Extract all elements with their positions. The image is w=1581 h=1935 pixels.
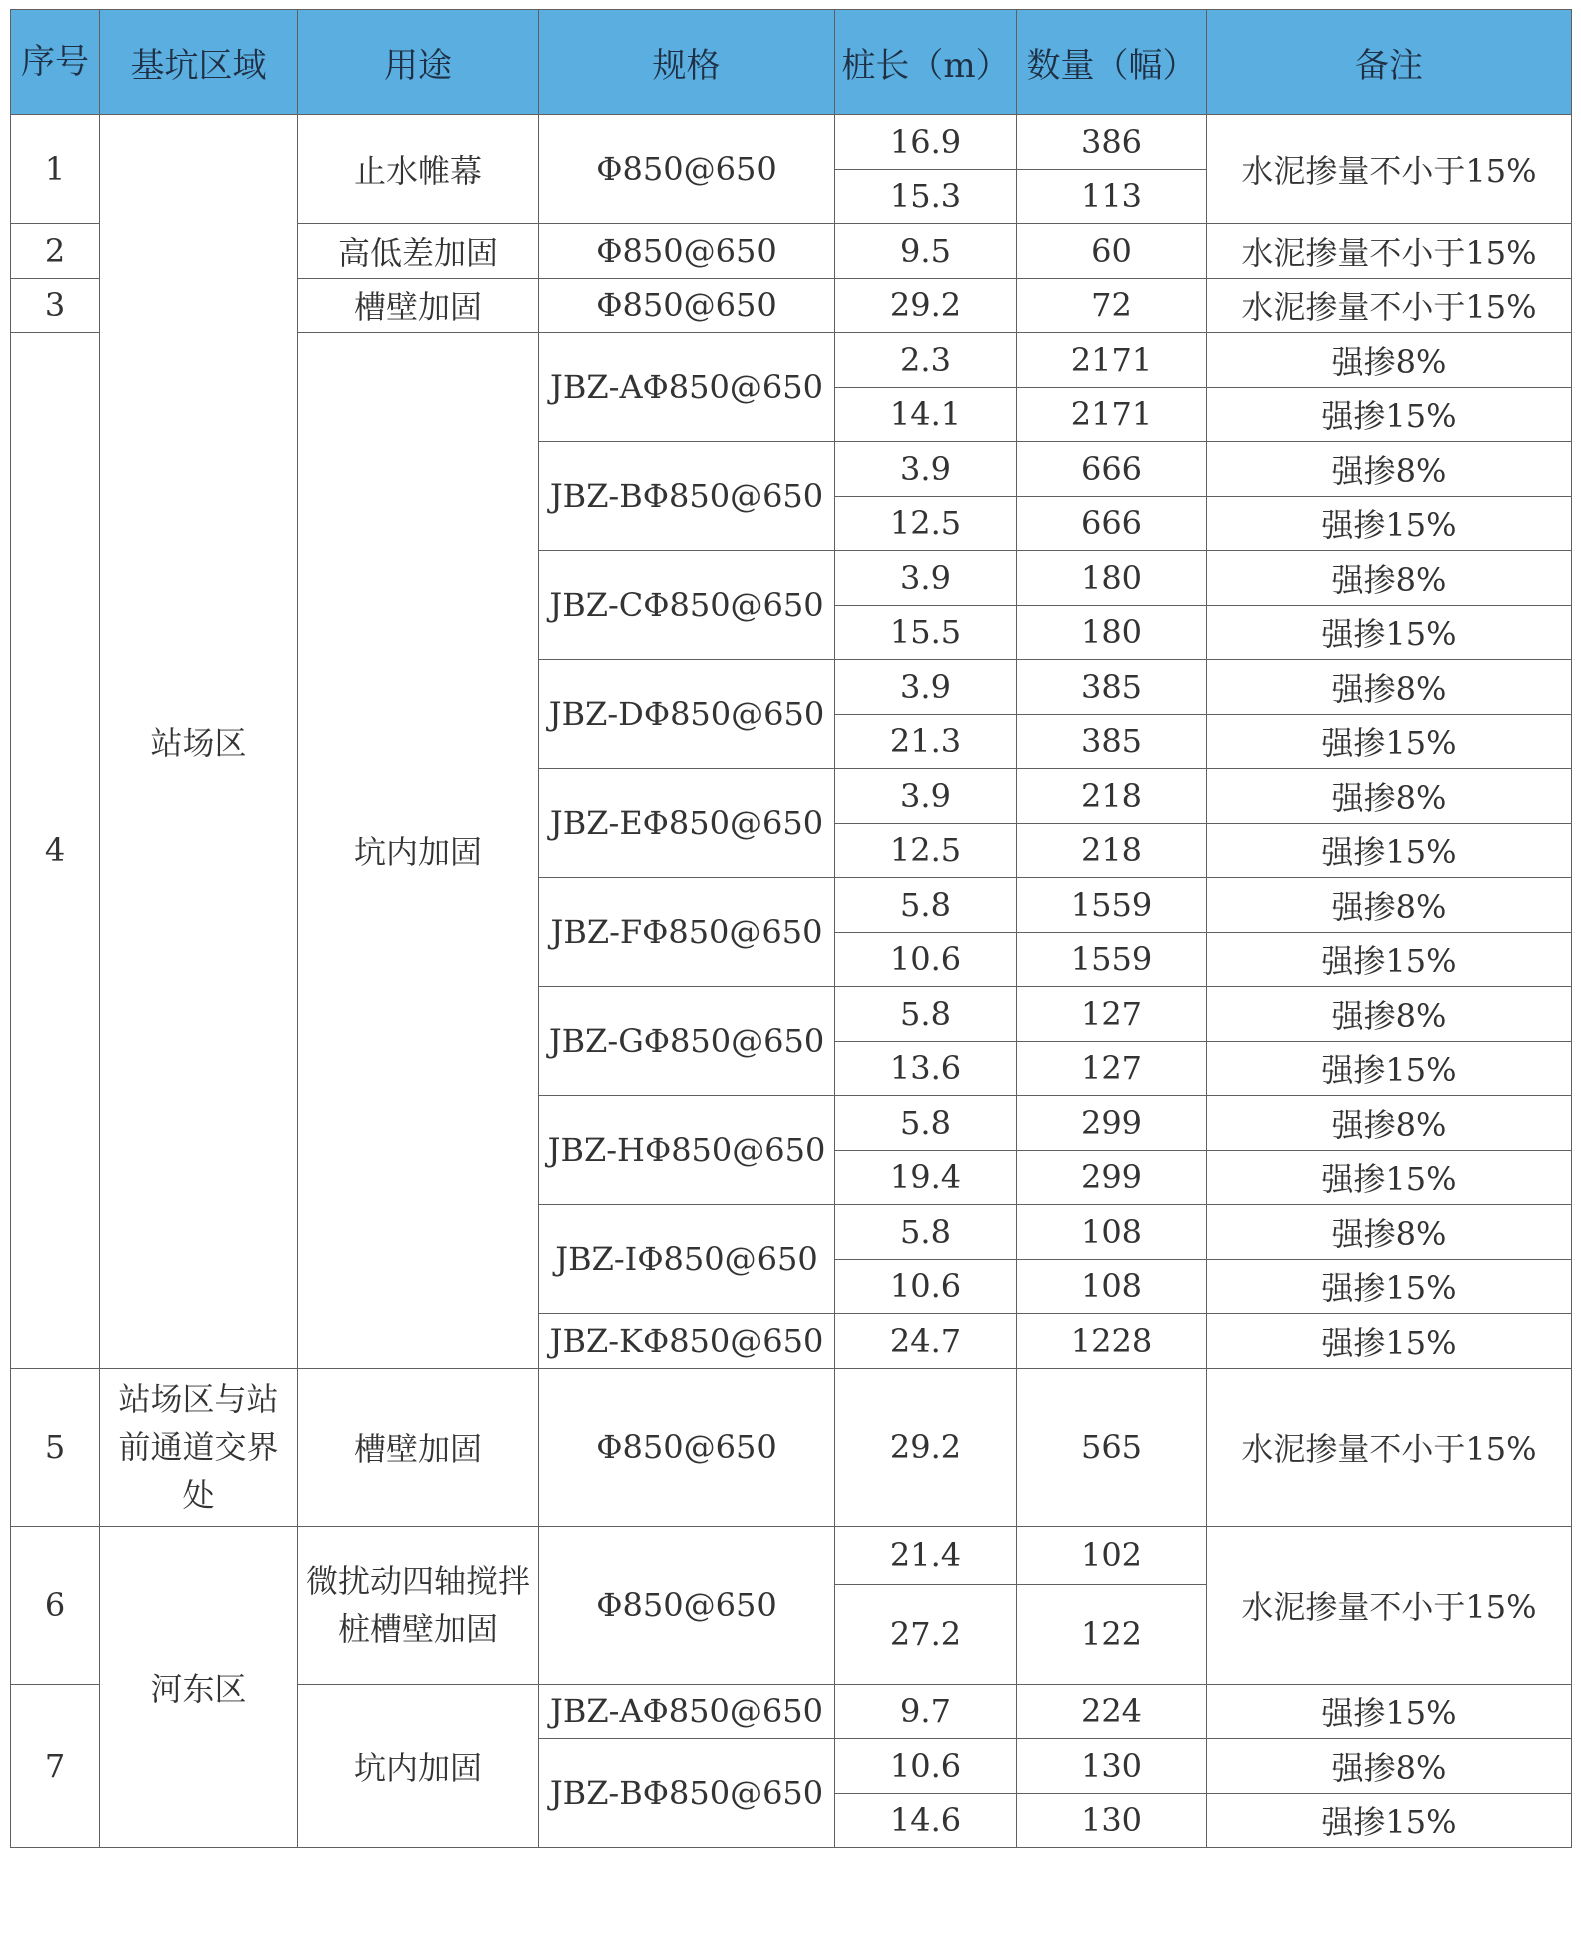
note-cell: 强掺8%	[1207, 551, 1572, 606]
seq-cell: 6	[11, 1526, 100, 1684]
length-cell: 19.4	[835, 1150, 1017, 1205]
length-cell: 15.3	[835, 169, 1017, 224]
header-length: 桩长（m）	[835, 10, 1017, 115]
length-cell: 10.6	[835, 1259, 1017, 1314]
use-cell: 坑内加固	[298, 1684, 539, 1848]
spec-cell: Φ850@650	[539, 115, 835, 224]
header-note: 备注	[1207, 10, 1572, 115]
length-cell: 3.9	[835, 660, 1017, 715]
qty-cell: 386	[1017, 115, 1207, 170]
spec-cell: JBZ-FΦ850@650	[539, 878, 835, 987]
length-cell: 24.7	[835, 1314, 1017, 1369]
qty-cell: 127	[1017, 987, 1207, 1042]
spec-cell: JBZ-EΦ850@650	[539, 769, 835, 878]
seq-cell: 3	[11, 278, 100, 333]
length-cell: 29.2	[835, 278, 1017, 333]
qty-cell: 122	[1017, 1584, 1207, 1684]
note-cell: 强掺15%	[1207, 1684, 1572, 1739]
spec-cell: JBZ-BΦ850@650	[539, 442, 835, 551]
note-cell: 强掺15%	[1207, 1041, 1572, 1096]
note-cell: 强掺8%	[1207, 660, 1572, 715]
note-cell: 水泥掺量不小于15%	[1207, 1368, 1572, 1526]
length-cell: 3.9	[835, 769, 1017, 824]
length-cell: 9.5	[835, 224, 1017, 279]
note-cell: 强掺15%	[1207, 605, 1572, 660]
length-cell: 10.6	[835, 932, 1017, 987]
length-cell: 9.7	[835, 1684, 1017, 1739]
table-row	[11, 115, 1572, 170]
header-row	[11, 10, 1572, 115]
note-cell: 强掺15%	[1207, 1793, 1572, 1848]
use-cell: 坑内加固	[298, 333, 539, 1369]
qty-cell: 218	[1017, 823, 1207, 878]
use-cell: 高低差加固	[298, 224, 539, 279]
header-seq: 序号	[11, 10, 100, 115]
spec-cell: Φ850@650	[539, 1368, 835, 1526]
qty-cell: 385	[1017, 714, 1207, 769]
note-cell: 强掺8%	[1207, 1096, 1572, 1151]
note-cell: 水泥掺量不小于15%	[1207, 224, 1572, 279]
note-cell: 强掺8%	[1207, 1739, 1572, 1794]
note-cell: 强掺8%	[1207, 769, 1572, 824]
length-cell: 13.6	[835, 1041, 1017, 1096]
header-spec: 规格	[539, 10, 835, 115]
qty-cell: 299	[1017, 1150, 1207, 1205]
length-cell: 5.8	[835, 1205, 1017, 1260]
qty-cell: 2171	[1017, 387, 1207, 442]
qty-cell: 180	[1017, 551, 1207, 606]
length-cell: 21.4	[835, 1526, 1017, 1584]
qty-cell: 180	[1017, 605, 1207, 660]
note-cell: 强掺8%	[1207, 878, 1572, 933]
note-cell: 强掺8%	[1207, 442, 1572, 497]
qty-cell: 2171	[1017, 333, 1207, 388]
qty-cell: 224	[1017, 1684, 1207, 1739]
use-cell: 槽壁加固	[298, 1368, 539, 1526]
header-qty: 数量（幅）	[1017, 10, 1207, 115]
length-cell: 16.9	[835, 115, 1017, 170]
spec-cell: JBZ-IΦ850@650	[539, 1205, 835, 1314]
seq-cell: 4	[11, 333, 100, 1369]
spec-cell: JBZ-KΦ850@650	[539, 1314, 835, 1369]
length-cell: 21.3	[835, 714, 1017, 769]
qty-cell: 113	[1017, 169, 1207, 224]
pile-table	[10, 9, 1572, 1848]
note-cell: 强掺8%	[1207, 987, 1572, 1042]
qty-cell: 666	[1017, 442, 1207, 497]
qty-cell: 102	[1017, 1526, 1207, 1584]
note-cell: 强掺15%	[1207, 387, 1572, 442]
seq-cell: 7	[11, 1684, 100, 1848]
length-cell: 27.2	[835, 1584, 1017, 1684]
note-cell: 强掺15%	[1207, 496, 1572, 551]
use-cell: 微扰动四轴搅拌桩槽壁加固	[298, 1526, 539, 1684]
note-cell: 水泥掺量不小于15%	[1207, 115, 1572, 224]
note-cell: 强掺15%	[1207, 714, 1572, 769]
zone-cell: 河东区	[100, 1526, 298, 1848]
qty-cell: 565	[1017, 1368, 1207, 1526]
header-zone: 基坑区域	[100, 10, 298, 115]
spec-cell: JBZ-DΦ850@650	[539, 660, 835, 769]
length-cell: 3.9	[835, 551, 1017, 606]
seq-cell: 2	[11, 224, 100, 279]
qty-cell: 299	[1017, 1096, 1207, 1151]
qty-cell: 1228	[1017, 1314, 1207, 1369]
qty-cell: 666	[1017, 496, 1207, 551]
spec-cell: JBZ-CΦ850@650	[539, 551, 835, 660]
use-cell: 槽壁加固	[298, 278, 539, 333]
qty-cell: 130	[1017, 1739, 1207, 1794]
qty-cell: 385	[1017, 660, 1207, 715]
note-cell: 强掺8%	[1207, 1205, 1572, 1260]
note-cell: 水泥掺量不小于15%	[1207, 278, 1572, 333]
length-cell: 5.8	[835, 1096, 1017, 1151]
note-cell: 强掺8%	[1207, 333, 1572, 388]
zone-cell: 站场区与站前通道交界处	[100, 1368, 298, 1526]
length-cell: 14.6	[835, 1793, 1017, 1848]
table-row	[11, 1368, 1572, 1526]
zone-cell: 站场区	[100, 115, 298, 1369]
spec-cell: JBZ-AΦ850@650	[539, 1684, 835, 1739]
spec-cell: JBZ-AΦ850@650	[539, 333, 835, 442]
note-cell: 水泥掺量不小于15%	[1207, 1526, 1572, 1684]
spec-cell: JBZ-GΦ850@650	[539, 987, 835, 1096]
qty-cell: 218	[1017, 769, 1207, 824]
length-cell: 12.5	[835, 823, 1017, 878]
seq-cell: 5	[11, 1368, 100, 1526]
qty-cell: 1559	[1017, 878, 1207, 933]
table-row	[11, 1526, 1572, 1584]
qty-cell: 127	[1017, 1041, 1207, 1096]
length-cell: 3.9	[835, 442, 1017, 497]
length-cell: 2.3	[835, 333, 1017, 388]
note-cell: 强掺15%	[1207, 932, 1572, 987]
note-cell: 强掺15%	[1207, 1314, 1572, 1369]
length-cell: 29.2	[835, 1368, 1017, 1526]
spec-cell: Φ850@650	[539, 1526, 835, 1684]
qty-cell: 1559	[1017, 932, 1207, 987]
length-cell: 5.8	[835, 987, 1017, 1042]
qty-cell: 72	[1017, 278, 1207, 333]
note-cell: 强掺15%	[1207, 1259, 1572, 1314]
spec-cell: Φ850@650	[539, 224, 835, 279]
spec-cell: JBZ-HΦ850@650	[539, 1096, 835, 1205]
qty-cell: 108	[1017, 1205, 1207, 1260]
length-cell: 12.5	[835, 496, 1017, 551]
use-cell: 止水帷幕	[298, 115, 539, 224]
spec-cell: Φ850@650	[539, 278, 835, 333]
note-cell: 强掺15%	[1207, 1150, 1572, 1205]
qty-cell: 60	[1017, 224, 1207, 279]
header-use: 用途	[298, 10, 539, 115]
length-cell: 14.1	[835, 387, 1017, 442]
qty-cell: 108	[1017, 1259, 1207, 1314]
length-cell: 15.5	[835, 605, 1017, 660]
seq-cell: 1	[11, 115, 100, 224]
length-cell: 5.8	[835, 878, 1017, 933]
note-cell: 强掺15%	[1207, 823, 1572, 878]
spec-cell: JBZ-BΦ850@650	[539, 1739, 835, 1848]
qty-cell: 130	[1017, 1793, 1207, 1848]
length-cell: 10.6	[835, 1739, 1017, 1794]
